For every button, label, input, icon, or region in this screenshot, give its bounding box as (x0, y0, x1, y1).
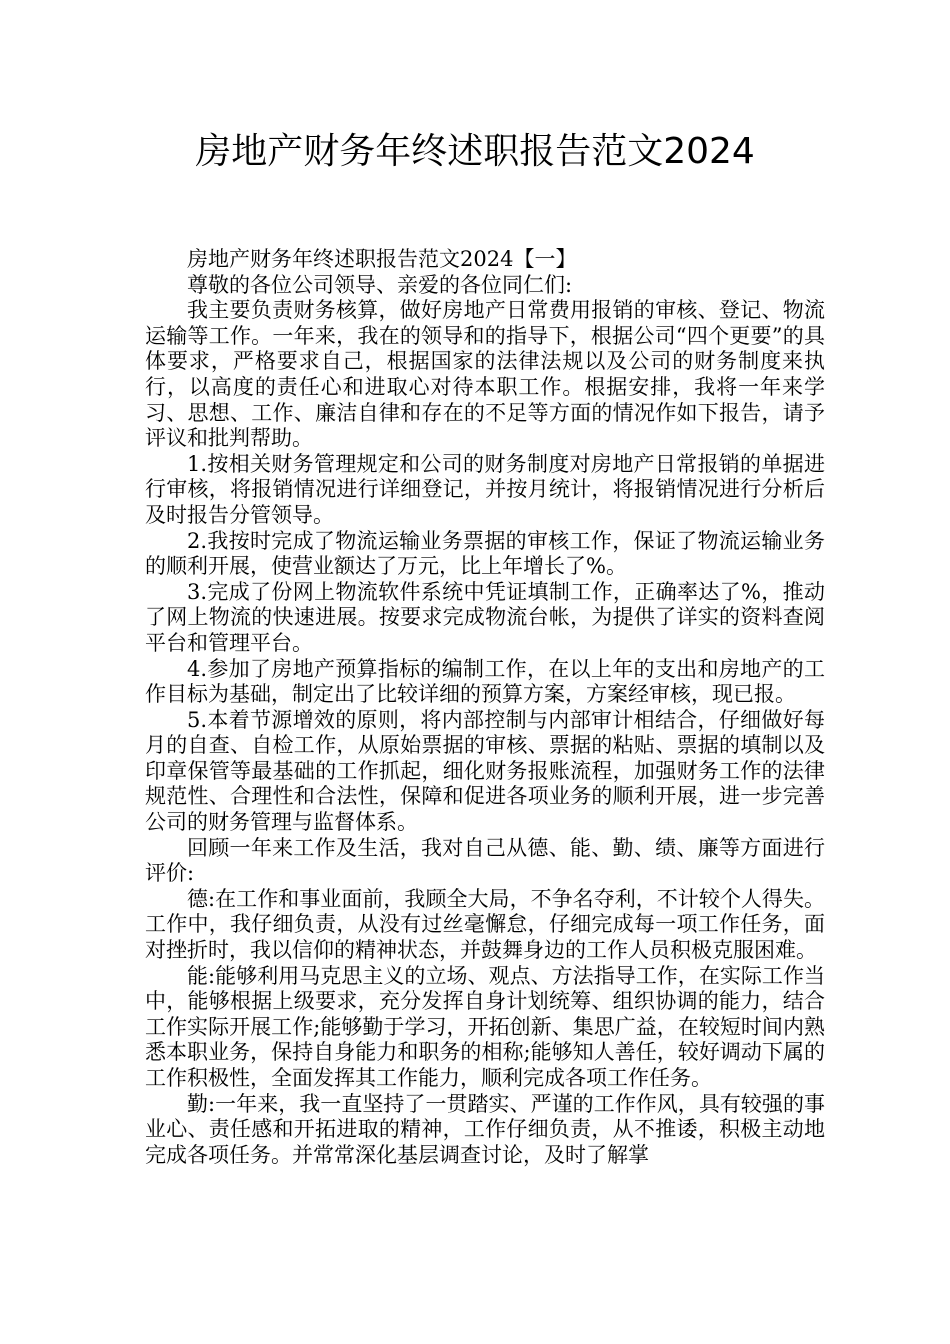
paragraph-item-1: 1.按相关财务管理规定和公司的财务制度对房地产日常报销的单据进行审核，将报销情况进行详细登记，并按月统计，将报销情况进行分析后及时报告分管领导。 (145, 451, 825, 527)
paragraph-item-2: 2.我按时完成了物流运输业务票据的审核工作，保证了物流运输业务的顺利开展，使营业额达了万元，比上年增长了%。 (145, 528, 825, 579)
paragraph-review: 回顾一年来工作及生活，我对自己从德、能、勤、绩、廉等方面进行评价: (145, 835, 825, 886)
paragraph-item-4: 4.参加了房地产预算指标的编制工作，在以上年的支出和房地产的工作目标为基础，制定出了比较详细的预算方案，方案经审核，现已报。 (145, 656, 825, 707)
document-title: 房地产财务年终述职报告范文2024 (195, 131, 755, 172)
paragraph-neng: 能:能够利用马克思主义的立场、观点、方法指导工作，在实际工作当中，能够根据上级要求，充分发挥自身计划统筹、组织协调的能力，结合工作实际开展工作;能够勤于学习，开拓创新、集思广益，在较短时间内熟悉本职业务，保持自身能力和职务的相称;能够知人善任，较好调动下属的工作积极性，全面发挥其工作能力，顺利完成各项工作任务。 (145, 963, 825, 1090)
section-heading: 房地产财务年终述职报告范文2024【一】 (187, 247, 577, 271)
document-body (145, 247, 825, 1168)
paragraph-item-3: 3.完成了份网上物流软件系统中凭证填制工作，正确率达了%，推动了网上物流的快速进展。按要求完成物流台帐，为提供了详实的资料查阅平台和管理平台。 (145, 579, 825, 655)
paragraph-item-5: 5.本着节源增效的原则，将内部控制与内部审计相结合，仔细做好每月的自查、自检工作，从原始票据的审核、票据的粘贴、票据的填制以及印章保管等最基础的工作抓起，细化财务报账流程，加强财务工作的法律规范性、合理性和合法性，保障和促进各项业务的顺利开展，进一步完善公司的财务管理与监督体系。 (145, 707, 825, 835)
paragraph-intro: 我主要负责财务核算，做好房地产日常费用报销的审核、登记、物流运输等工作。一年来，我在的领导和的指导下，根据公司“四个更要”的具体要求，严格要求自己，根据国家的法律法规以及公司的财务制度来执行，以高度的责任心和进取心对待本职工作。根据安排，我将一年来学习、思想、工作、廉洁自律和存在的不足等方面的情况作如下报告，请予评议和批判帮助。 (145, 298, 825, 451)
salutation: 尊敬的各位公司领导、亲爱的各位同仁们: (187, 272, 573, 297)
paragraph-de: 德:在工作和事业面前，我顾全大局，不争名夺利，不计较个人得失。工作中，我仔细负责，从没有过丝毫懈怠，仔细完成每一项工作任务，面对挫折时，我以信仰的精神状态，并鼓舞身边的工作人员积极克服困难。 (145, 886, 825, 963)
paragraph-qin: 勤:一年来，我一直坚持了一贯踏实、严谨的工作作风，具有较强的事业心、责任感和开拓进取的精神，工作仔细负责，从不推诿，积极主动地完成各项任务。并常常深化基层调查讨论，及时了解掌 (145, 1091, 825, 1167)
